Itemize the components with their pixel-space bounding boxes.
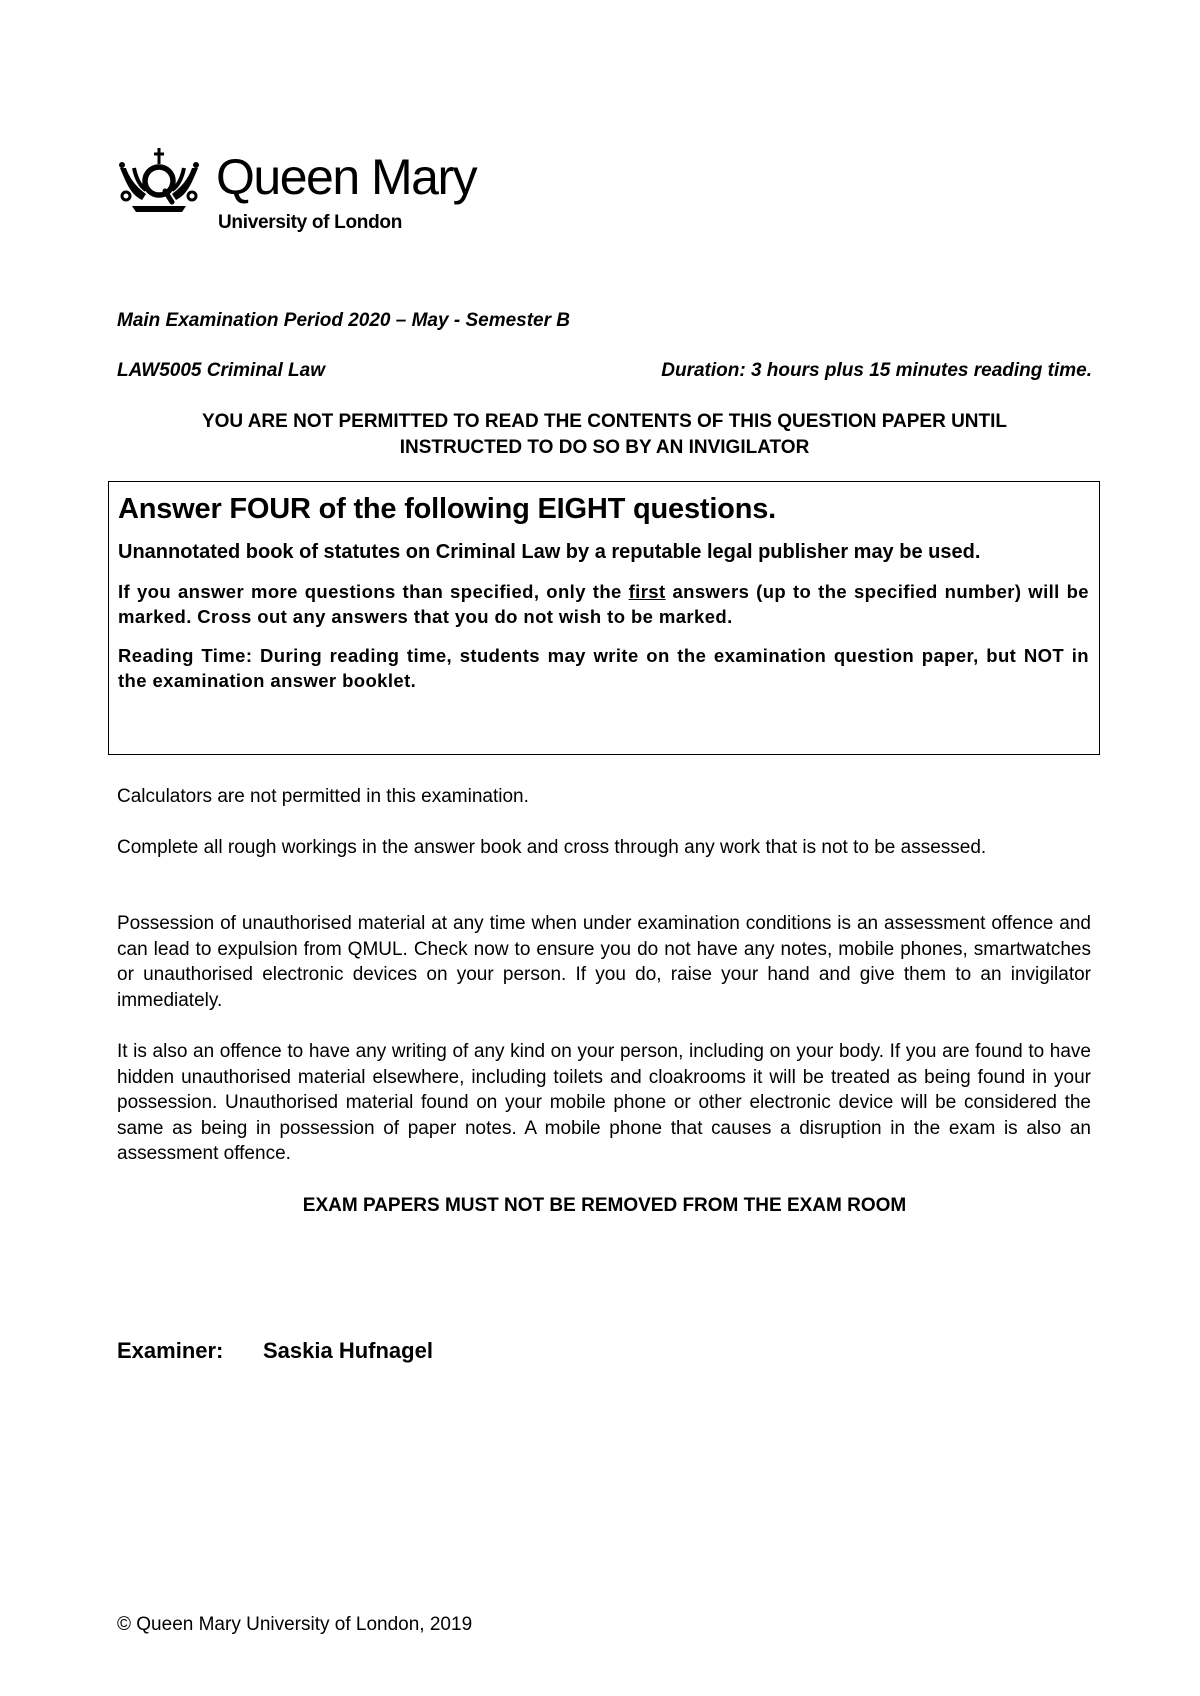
extra-answers-after: answers (up to the specified number) will be marked. Cross out any answers that you do not wish to be marked. (118, 581, 1089, 627)
exam-duration: Duration: 3 hours plus 15 minutes reading time. (661, 360, 1092, 381)
extra-answers-rule (118, 579, 1089, 629)
university-logo (116, 146, 476, 236)
rough-work-rule: Complete all rough workings in the answer book and cross through any work that is not to be assessed. (117, 837, 987, 858)
exam-room-notice: EXAM PAPERS MUST NOT BE REMOVED FROM THE EXAM ROOM (302, 1195, 907, 1216)
answer-instruction-title: Answer FOUR of the following EIGHT questions. (118, 493, 777, 525)
statutes-permission: Unannotated book of statutes on Criminal Law by a reputable legal publisher may be used. (118, 541, 981, 563)
reading-warning (117, 409, 1092, 461)
reading-time-rule: Reading Time: During reading time, students may write on the examination question paper, but NOT in the examination answer booklet. (118, 645, 1089, 691)
examiner-label: Examiner: (117, 1338, 224, 1363)
instructions-box (108, 481, 1100, 755)
copyright-notice: © Queen Mary University of London, 2019 (117, 1614, 473, 1635)
crown-crest-icon (116, 146, 202, 216)
warning-line-2: INSTRUCTED TO DO SO BY AN INVIGILATOR (399, 437, 810, 458)
examiner-name: Saskia Hufnagel (263, 1338, 433, 1363)
extra-answers-before: If you answer more questions than specified, only the (118, 581, 629, 602)
examiner-line (117, 1338, 433, 1363)
course-code: LAW5005 Criminal Law (117, 360, 326, 381)
writing-rule: It is also an offence to have any writing of any kind on your person, including on your body. If you are found to have hidden unauthorised material elsewhere, including toilets and cloakrooms it will be treated as being found in your possession. Unauthorised material found on your mobile phone or other electronic device will be considered the same as being in possession of paper notes. A mobile phone that causes a disruption in the exam is also an assessment offence. (117, 1041, 1091, 1164)
exam-period: Main Examination Period 2020 – May - Semester B (117, 310, 571, 331)
logo-subtitle: University of London (218, 212, 403, 233)
extra-answers-underlined: first (628, 581, 666, 602)
calculators-rule: Calculators are not permitted in this examination. (117, 786, 529, 807)
logo-wordmark: Queen Mary (216, 149, 477, 205)
warning-line-1: YOU ARE NOT PERMITTED TO READ THE CONTENTS OF THIS QUESTION PAPER UNTIL (201, 411, 1008, 432)
possession-rule: Possession of unauthorised material at any time when under examination conditions is an assessment offence and can lead to expulsion from QMUL. Check now to ensure you do not have any notes, mobile phones, smartwatches or unauthorised electronic devices on your person. If you do, raise your hand and give them to an invigilator immediately. (117, 913, 1091, 1011)
